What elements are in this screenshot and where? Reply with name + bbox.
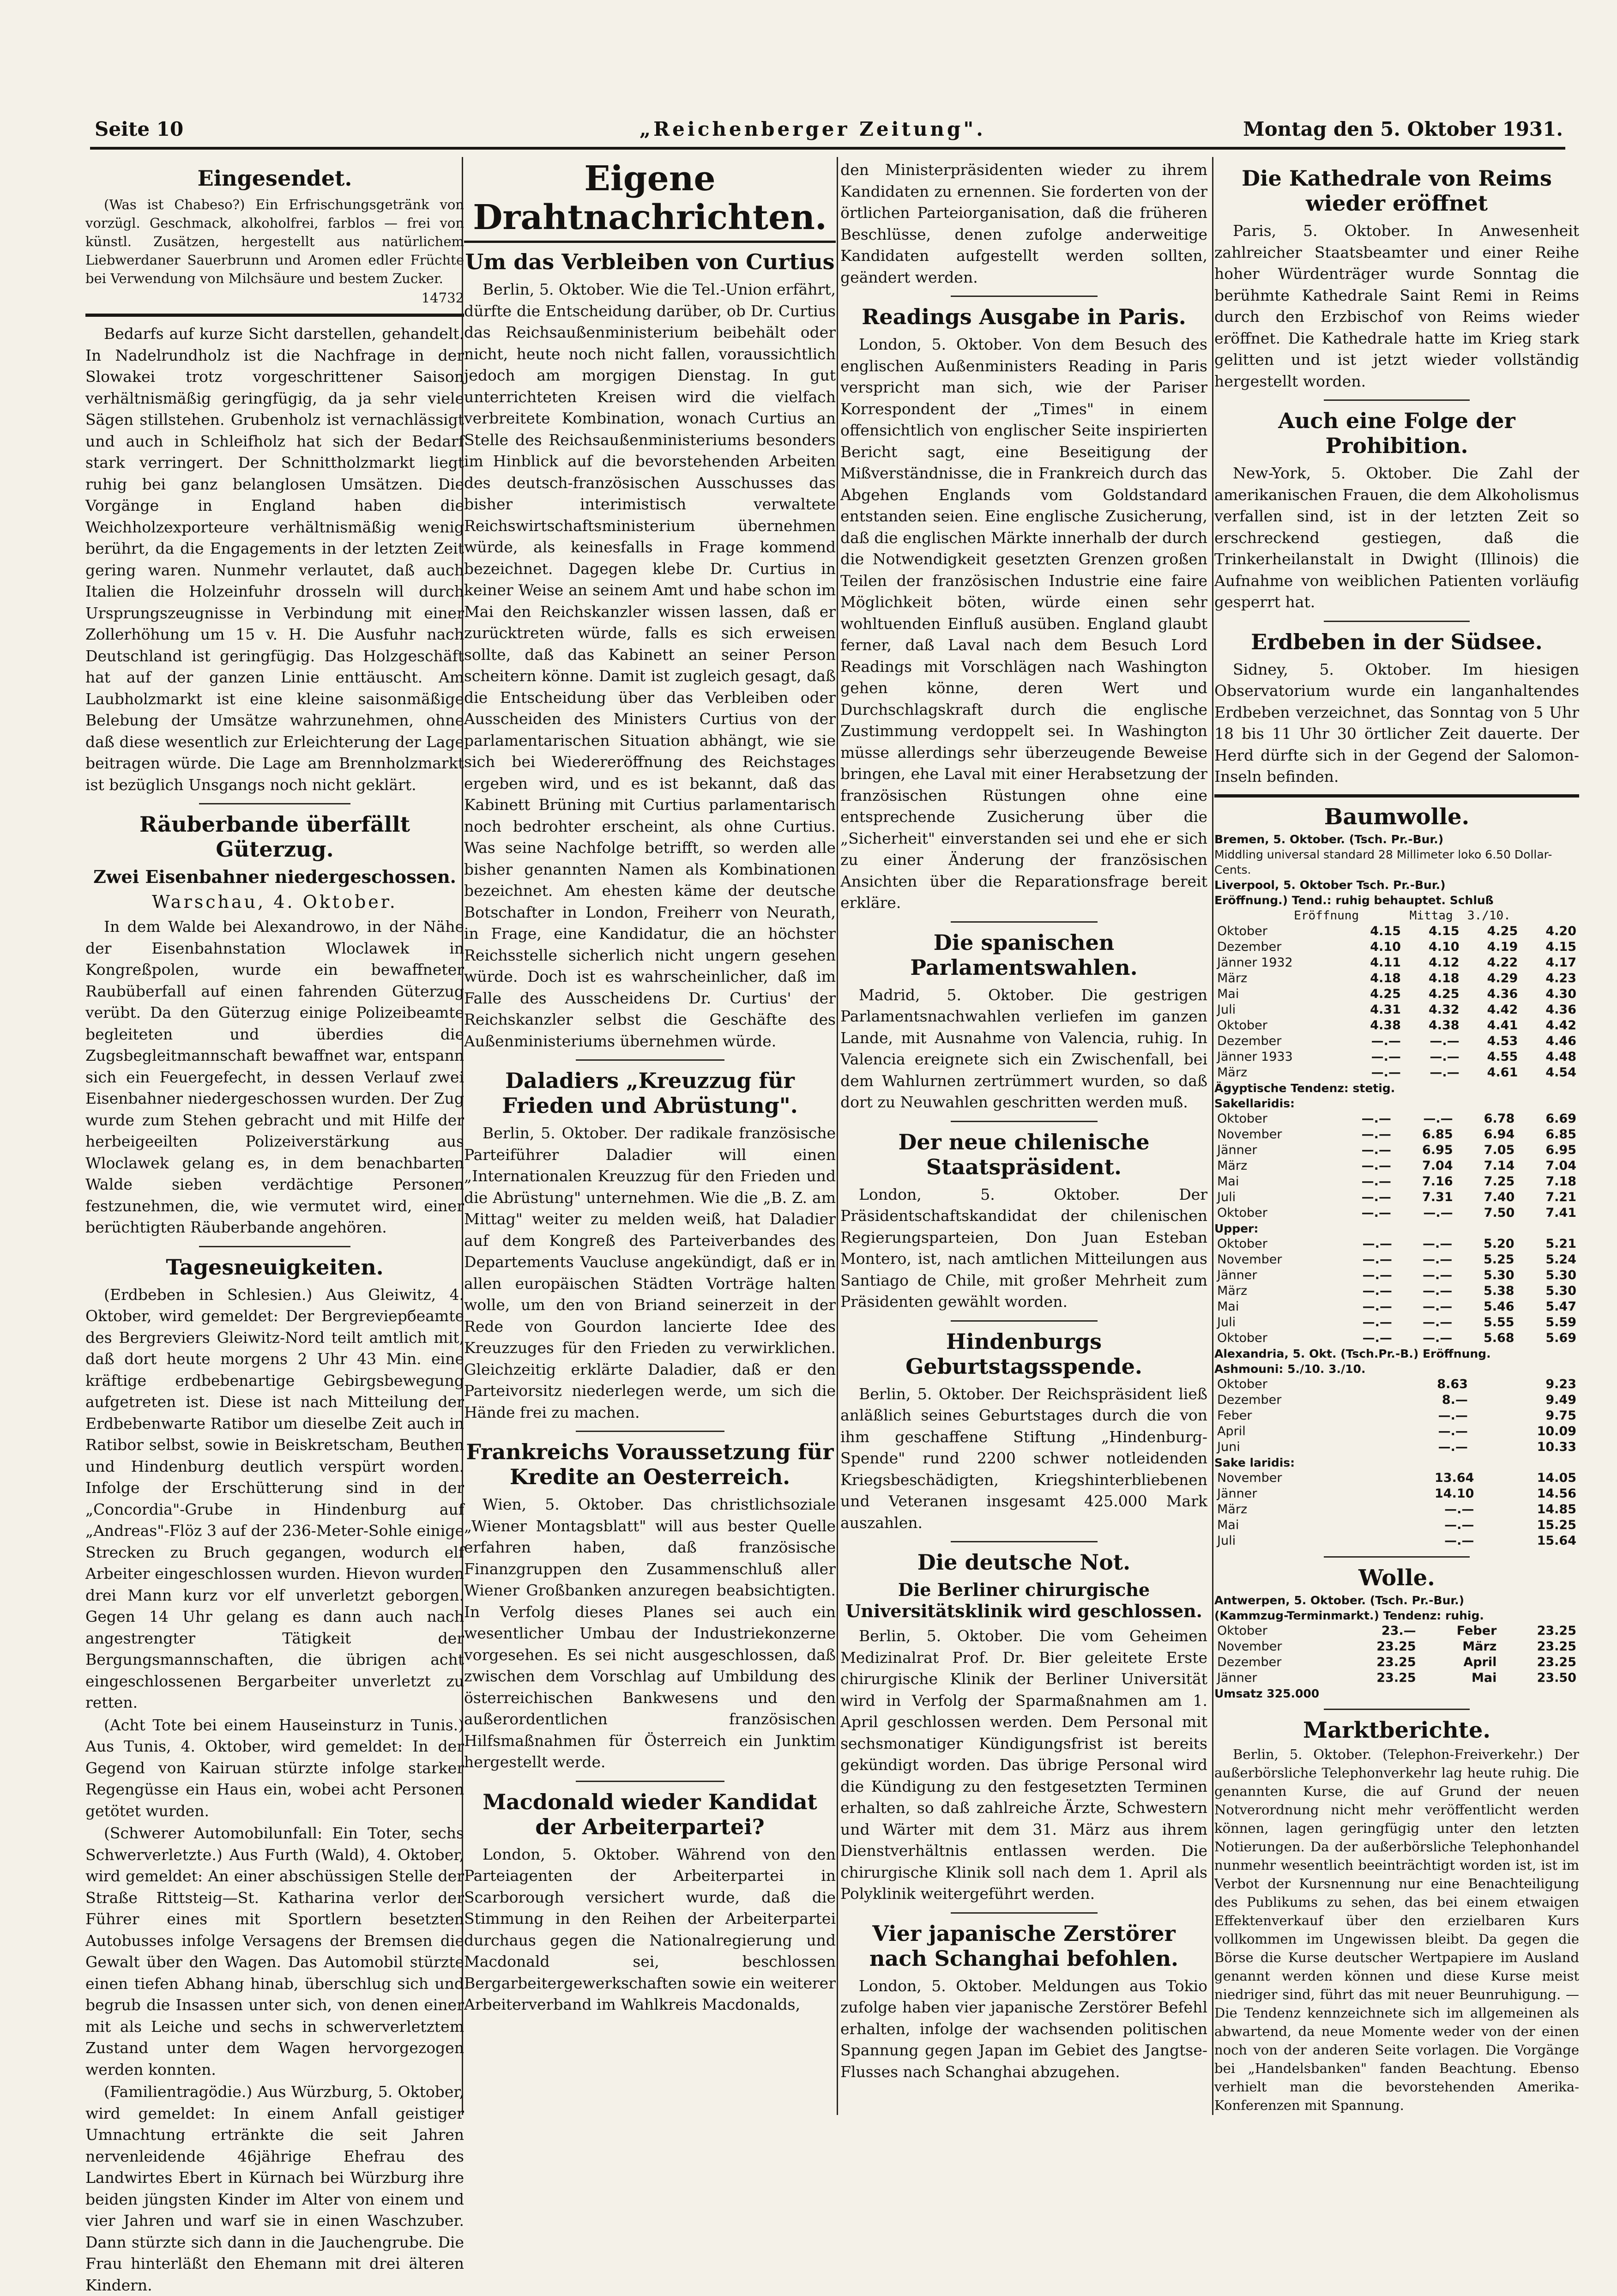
quote-row	[1214, 1283, 1579, 1299]
reims-text: Paris, 5. Oktober. In Anwesenheit zahlreicher Staatsbeamter und einer Reihe hoher Würdenträger wurde Sonntag die berühmte Kathedrale Saint Remi in Reims durch den Erzbischof von Reims wieder eröffnet. Die Kathedrale hatte im Krieg stark gelitten und ist jetzt wieder vollständig hergestellt worden.	[1214, 222, 1579, 390]
quote-value: 6.69	[1545, 1111, 1576, 1126]
tages-auto: (Schwerer Automobilunfall: Ein Toter, sechs Schwerverletzte.) Aus Furth (Wald), 4. Oktober, wird gemeldet: An einer abschüssigen Stelle der Straße Rittsteig—St. Katharina verlor der Führer eines mit Sportlern besetzten Autobusses infolge Versagens der Bremsen die Gewalt über den Wagen. Das Automobil stürzte einen tiefen Abhang hinab, überschlug sich und begrub die Insassen unter sich, von denen einer mit als Leiche und sechs in schwerverletztem Zustand unter dem Wagen hervorgezogen werden konnten.	[85, 1824, 464, 2078]
quote-row	[1214, 1033, 1579, 1049]
raeuber-subheading: Zwei Eisenbahner niedergeschossen.	[93, 866, 456, 887]
quote-row	[1214, 1424, 1579, 1439]
quote-value: 23.25	[1376, 1639, 1416, 1654]
quote-month: Dezember	[1217, 1392, 1282, 1407]
page-header	[95, 118, 1563, 141]
quote-value: —.—	[1362, 1236, 1392, 1251]
quote-value: 7.40	[1484, 1190, 1515, 1204]
prohibition-heading: Auch eine Folge der Prohibition.	[1278, 408, 1515, 458]
quote-value: 5.21	[1545, 1236, 1576, 1251]
quote-month: März	[1217, 1065, 1248, 1080]
divider	[951, 921, 1098, 923]
japan-text: London, 5. Oktober. Meldungen aus Tokio zufolge haben vier japanische Zerstörer Befehl erhalten, infolge der wachsenden politischen Spannung gegen Japan im Gebiet des Jangtse-Flusses nach Schanghai abzugehen.	[840, 1976, 1207, 2081]
quote-month: Dezember	[1217, 1033, 1282, 1048]
quote-row	[1214, 1142, 1579, 1158]
quote-month: Oktober	[1217, 1377, 1267, 1391]
quote-month: Oktober	[1217, 1111, 1267, 1126]
quote-value: 7.05	[1484, 1142, 1515, 1157]
quote-month: Dezember	[1217, 939, 1282, 954]
quote-month: Mai	[1217, 1174, 1239, 1189]
quote-value: 15.64	[1537, 1533, 1576, 1548]
drahtnachrichten-masthead: Eigene Drahtnachrichten.	[464, 159, 836, 243]
quote-value: 5.38	[1483, 1283, 1514, 1298]
quote-value: —.—	[1361, 1111, 1391, 1126]
holz-text: Bedarfs auf kurze Sicht darstellen, gehandelt. In Nadelrundholz ist die Nachfrage in der Slowakei trotz vorgeschrittener Saison verhältnismäßig geringfügig, da ja sehr viele Sägen stillstehen. Grubenholz ist vernachlässigt und auch in Schleifholz hat sich der Bedarf stark verringert. Der Schnittholzmarkt liegt ruhig bei ganz belanglosen Umsätzen. Die Vorgänge in England haben die Weichholzexporteure verhältnismäßig wenig berührt, da die Engagements in der letzten Zeit gering waren. Nunmehr verlautet, daß auch Italien die Holzeinfuhr drosseln will durch Ursprungszeugnisse in Verbindung mit einer Zollerhöhung um 15 v. H. Die Ausfuhr nach Deutschland ist geringfügig. Das Holzgeschäft hat auf der ganzen Linie enttäuscht. Am Laubholzmarkt ist eine kleine saisonmäßige Belebung der Umsätze wahrzunehmen, ohne daß diese wesentlich zur Erleichterung der Lage beitragen würde. Die Lage am Brennholzmarkt ist bezüglich Unsgangs noch nicht geklärt.	[85, 325, 464, 794]
quote-value: 4.29	[1487, 971, 1518, 985]
quote-value: 23.25	[1376, 1655, 1416, 1669]
quote-month: Mai	[1217, 1517, 1239, 1532]
column-4	[1214, 159, 1579, 2127]
quote-value: 4.10	[1370, 939, 1401, 954]
quote-month: November	[1217, 1470, 1282, 1485]
quote-row	[1214, 1639, 1579, 1655]
curtius-text: Berlin, 5. Oktober. Wie die Tel.-Union erfährt, dürfte die Entscheidung darüber, ob Dr. Curtius das Reichsaußenministerium beibehält oder nicht, heute noch nicht fallen, voraussichtlich jedoch am morgigen Dienstag. In gut unterrichteten Kreisen wird die vielfach verbreitete Kombination, wonach Curtius an Stelle des Reichsaußenministeriums besonders im Hinblick auf die bevorstehenden Arbeiten des deutsch-französischen Ausschusses das bisher interimistisch verwaltete Reichswirtschaftsministerium übernehmen würde, als keinesfalls in Frage kommend bezeichnet. Dagegen klebe Dr. Curtius in keiner Weise an seinem Amt und habe schon im Mai den Reichskanzler wissen lassen, daß er zurücktreten würde, falls es sich erweisen sollte, daß das Kabinett an seiner Person scheitern könne. Damit ist zugleich gesagt, daß die Entscheidung über das Verbleiben oder Ausscheiden des Ministers Curtius von der parlamentarischen Situation abhängt, wie sie sich bei Wiedereröffnung des Reichstages ergeben wird, und es ist bekannt, daß das Kabinett Brüning mit Curtius parlamentarisch noch bedrohter erscheint, als ohne Curtius. Was seine Nachfolge betrifft, so werden alle bisher genannten Namen als Kombinationen bezeichnet. Am ehesten käme der deutsche Botschafter in London, Freiherr von Neurath, in Frage, eine Kandidatur, die an höchster Reichsstelle sicherlich nicht ungern gesehen würde. Doch ist es wahrscheinlicher, daß im Falle des Ausscheidens Dr. Curtius' der Reichskanzler selbst die Geschäfte des Außenministeriums übernehmen würde.	[464, 280, 836, 1050]
issue-date: Montag den 5. Oktober 1931.	[1243, 118, 1563, 140]
quote-row	[1214, 1158, 1579, 1174]
quote-value: 23.—	[1381, 1623, 1416, 1638]
quote-value: 4.17	[1545, 955, 1576, 970]
quote-value: 7.41	[1545, 1205, 1576, 1220]
quote-value: 10.09	[1537, 1424, 1576, 1438]
quote-month: Mai	[1217, 1299, 1239, 1314]
quote-value: 23.25	[1537, 1639, 1576, 1654]
quote-value: 4.10	[1428, 939, 1460, 954]
quote-value: —.—	[1438, 1424, 1468, 1438]
divider	[1324, 1556, 1470, 1558]
quote-value: 15.25	[1537, 1517, 1576, 1532]
quote-value: 5.30	[1545, 1268, 1576, 1282]
wolle-quotes-table	[1214, 1623, 1579, 1686]
quote-row	[1214, 1236, 1579, 1252]
sake-header: Sake laridis:	[1214, 1456, 1295, 1469]
divider	[951, 1541, 1098, 1542]
quote-value: 7.04	[1422, 1158, 1453, 1173]
quote-value: —.—	[1422, 1315, 1453, 1329]
quote-value: 5.55	[1483, 1315, 1514, 1329]
quote-value: 6.85	[1422, 1127, 1453, 1142]
raeuber-dateline: Warschau, 4. Oktober.	[152, 892, 398, 912]
quote-month: Juli	[1217, 1533, 1236, 1548]
prohibition-text: New-York, 5. Oktober. Die Zahl der amerikanischen Frauen, die dem Alkoholismus verfallen sind, ist in der letzten Zeit so erschreckend gestiegen, daß die Trinkerheilanstalt in Dwight (Illinois) die Aufnahme von weiblichen Patienten vorläufig gesperrt hat.	[1214, 464, 1579, 611]
macdonald-heading: Macdonald wieder Kandidat der Arbeiterpartei?	[483, 1789, 817, 1839]
divider	[951, 1320, 1098, 1322]
newspaper-title: „Reichenberger Zeitung".	[640, 118, 986, 140]
quote-value: 5.59	[1545, 1315, 1576, 1329]
quote-value: 7.16	[1422, 1174, 1453, 1189]
quote-value: 9.49	[1545, 1392, 1576, 1407]
hindenburg-text: Berlin, 5. Oktober. Der Reichspräsident ließ anläßlich seines Geburtstages durch die von ihm geschaffene Stiftung „Hindenburg-Spende" rund 2200 schwer notleidenden Kriegsbeschädigten, Kriegshinterbliebenen und Veteranen insgesamt 425.000 Mark auszahlen.	[840, 1384, 1207, 1532]
chile-text: London, 5. Oktober. Der Präsidentschaftskandidat der chilenischen Regierungsparteien, Don Juan Esteban Montero, ist, nach amtlichen Mitteilungen aus Santiago de Chile, mit großer Mehrheit zum Präsidenten gewählt worden.	[840, 1185, 1207, 1311]
quote-row	[1214, 1670, 1579, 1686]
quote-value: April	[1463, 1655, 1497, 1669]
not-subheading: Die Berliner chirurgische Universitätsklinik wird geschlossen.	[845, 1579, 1202, 1621]
quote-value: 4.42	[1545, 1018, 1576, 1033]
quote-value: 4.11	[1370, 955, 1401, 970]
quote-row	[1214, 1065, 1579, 1081]
quote-value: —.—	[1422, 1283, 1453, 1298]
quote-value: 7.25	[1484, 1174, 1515, 1189]
quote-value: 7.04	[1545, 1158, 1576, 1173]
quote-month: Oktober	[1217, 1623, 1267, 1638]
quote-value: —.—	[1362, 1268, 1392, 1282]
quote-value: —.—	[1422, 1330, 1453, 1345]
quote-row	[1214, 1299, 1579, 1315]
reading-heading: Readings Ausgabe in Paris.	[862, 304, 1186, 329]
japan-heading: Vier japanische Zerstörer nach Schanghai befohlen.	[869, 1921, 1179, 1971]
quote-row	[1214, 1190, 1579, 1205]
quote-value: 4.36	[1545, 1002, 1576, 1017]
marktberichte-heading: Marktberichte.	[1303, 1717, 1491, 1743]
quote-value: 7.18	[1545, 1174, 1576, 1189]
quote-value: —.—	[1423, 1111, 1453, 1126]
quote-row	[1214, 986, 1579, 1002]
quote-value: 6.94	[1484, 1127, 1515, 1142]
not-heading: Die deutsche Not.	[917, 1550, 1131, 1575]
quote-row	[1214, 939, 1579, 955]
divider	[1324, 399, 1470, 401]
spanien-text: Madrid, 5. Oktober. Die gestrigen Parlamentsnachwahlen verliefen im ganzen Lande, mit Ausnahme von Valencia, ruhig. In Valencia ereignete sich ein Zwischenfall, bei dem Wahlurnen zertrümmert wurden, so daß dort zu Neuwahlen geschritten werden muß.	[840, 985, 1207, 1111]
quote-value: 6.95	[1422, 1142, 1453, 1157]
quote-value: 4.53	[1487, 1033, 1518, 1048]
liverpool-quotes-table	[1214, 924, 1579, 1081]
quote-month: Jänner	[1217, 1268, 1257, 1282]
suedsee-heading: Erdbeben in der Südsee.	[1251, 629, 1543, 654]
quote-month: Jänner	[1217, 1142, 1257, 1157]
quote-value: —.—	[1371, 1065, 1401, 1080]
quote-value: 4.32	[1428, 1002, 1460, 1017]
raeuber-text: In dem Walde bei Alexandrowo, in der Nähe der Eisenbahnstation Wloclawek in Kongreßpolen, wurde ein bewaffneter Raubüberfall auf einen fahrenden Güterzug verübt. Da den Güterzug einige Polizeibeamte begleiteten und überdies die Zugsbegleitmannschaft bewaffnet war, entspann sich ein Feuergefecht, in dessen Verlauf zwei Eisenbahner niedergeschossen wurden. Der Zug wurde zum Stehen gebracht und mit Hilfe der herbeigeeilten Polizeiverstärkung aus Wloclawek gelang es, in dem benachbarten Walde sieben verdächtige Personen festzunehmen, die, wie vermutet wird, einer berüchtigten Räuberbande angehören.	[85, 918, 464, 1236]
macdonald-continued: den Ministerpräsidenten wieder zu ihrem Kandidaten zu ernennen. Sie forderten von der örtlichen Parteiorganisation, daß die früheren Beschlüsse, denen zufolge anderweitige Kandidaten aufgestellt werden sollten, geändert werden.	[840, 161, 1207, 286]
quote-value: 4.30	[1545, 986, 1576, 1001]
quote-row	[1214, 971, 1579, 986]
quote-row	[1214, 1533, 1579, 1549]
quote-value: 4.48	[1545, 1049, 1576, 1064]
liverpool-line-2: Eröffnung.) Tend.: ruhig behauptet. Schluß	[1214, 893, 1494, 907]
column-2	[464, 159, 836, 2127]
egypt-header: Ägyptische Tendenz: stetig.	[1214, 1081, 1395, 1095]
quote-value: 23.50	[1537, 1670, 1576, 1685]
quote-month: November	[1217, 1252, 1282, 1267]
divider	[951, 296, 1098, 297]
quote-value: —.—	[1371, 1033, 1401, 1048]
tages-familie: (Familientragödie.) Aus Würzburg, 5. Oktober, wird gemeldet: In einem Anfall geistiger Umnachtung ertränkte die seit Jahren nervenleidende 46jährige Ehefrau des Landwirtes Ebert in Kürnach bei Würzburg ihre beiden jüngsten Kinder im Alter von einem und vier Jahren und warf sie in einen Waschzuber. Dann stürzte sich dann in die Jauchengrube. Die Frau hinterläßt den Ehemann mit drei älteren Kindern.	[85, 2083, 464, 2294]
quote-value: Feber	[1456, 1623, 1497, 1638]
quote-month: Jänner 1932	[1217, 955, 1293, 970]
quote-value: 4.31	[1370, 1002, 1401, 1017]
quote-value: —.—	[1444, 1502, 1474, 1517]
divider	[1324, 621, 1470, 622]
quote-row	[1214, 1315, 1579, 1330]
quote-row	[1214, 1439, 1579, 1455]
upper-header: Upper:	[1214, 1221, 1259, 1235]
tages-tunis: (Acht Tote bei einem Hauseinsturz in Tunis.) Aus Tunis, 4. Oktober, wird gemeldet: In der Gegend von Kairuan stürzte infolge starker Regengüsse ein Haus ein, wobei acht Personen getötet wurden.	[85, 1716, 464, 1820]
quote-value: —.—	[1438, 1439, 1468, 1454]
quote-value: 6.85	[1545, 1127, 1576, 1142]
quote-value: 5.46	[1483, 1299, 1514, 1314]
quote-month: Juli	[1217, 1190, 1236, 1204]
quote-value: —.—	[1362, 1299, 1392, 1314]
quote-row	[1214, 1127, 1579, 1142]
quote-month: Mai	[1217, 986, 1239, 1001]
quote-value: 8.63	[1437, 1377, 1468, 1391]
frankreich-heading: Frankreichs Voraussetzung für Kredite an Oesterreich.	[466, 1439, 834, 1489]
upper-quotes-table	[1214, 1236, 1579, 1346]
quote-row	[1214, 955, 1579, 971]
quote-value: 4.15	[1370, 924, 1401, 938]
quote-row	[1214, 1049, 1579, 1065]
column-divider	[1212, 157, 1213, 2115]
ashmouni-header: Ashmouni: 5./10. 3./10.	[1214, 1362, 1366, 1376]
eingesendet-text: (Was ist Chabeso?) Ein Erfrischungsgetränk von vorzügl. Geschmack, alkoholfrei, farblos — frei von künstl. Zusätzen, hergestellt aus natürlichem Liebwerdaner Sauerbrunn und Aromen edler Früchte bei Verwendung von Milchsäure und bestem Zucker.	[85, 197, 464, 286]
quote-row	[1214, 924, 1579, 939]
quote-value: 7.31	[1422, 1190, 1453, 1204]
quote-month: März	[1217, 1158, 1248, 1173]
quote-row	[1214, 1174, 1579, 1190]
quote-value: —.—	[1362, 1330, 1392, 1345]
column-3	[840, 159, 1207, 2127]
quote-value: 4.38	[1370, 1018, 1401, 1033]
bremen-text: Middling universal standard 28 Millimeter loko 6.50 Dollar-Cents.	[1214, 847, 1552, 876]
quote-value: 6.95	[1545, 1142, 1576, 1157]
header-rule	[90, 147, 1565, 150]
quote-value: 7.21	[1545, 1190, 1576, 1204]
divider	[1214, 794, 1579, 798]
quote-month: Oktober	[1217, 1205, 1267, 1220]
quote-value: 4.41	[1487, 1018, 1518, 1033]
quote-month: Feber	[1217, 1408, 1252, 1423]
quote-value: —.—	[1422, 1299, 1453, 1314]
quote-value: 4.18	[1428, 971, 1460, 985]
quote-value: 10.33	[1537, 1439, 1576, 1454]
quote-month: Jänner 1933	[1217, 1049, 1293, 1064]
divider	[576, 1059, 724, 1061]
quote-value: 8.—	[1442, 1392, 1468, 1407]
quote-value: 14.85	[1537, 1502, 1576, 1517]
quote-month: November	[1217, 1639, 1282, 1654]
divider	[85, 314, 464, 317]
divider	[576, 1431, 724, 1432]
quote-value: Mai	[1472, 1670, 1497, 1685]
quote-value: 4.55	[1487, 1049, 1518, 1064]
quote-row	[1214, 1018, 1579, 1033]
wolle-umsatz: Umsatz 325.000	[1214, 1686, 1320, 1700]
reading-text: London, 5. Oktober. Von dem Besuch des englischen Außenministers Reading in Paris verspricht man sich, wie der Pariser Korrespondent der „Times" in einem offensichtlich von englischer Seite inspirierten Bericht sagt, eine Beseitigung der Mißverständnisse, die in Frankreich durch das Abgehen Englands vom Goldstandard entstanden seien. Eine englische Zusicherung, daß die englischen Märkte innerhalb der durch die Notwendigkeit gesetzten Grenzen großen Teilen der französischen Industrie eine faire Möglichkeit böten, würde einen sehr wohltuenden Einfluß ausüben. England glaubt ferner, daß Laval nach dem Besuch Lord Readings mit Vorschlägen nach Washington gehen könne, deren Wert und Durchschlagskraft durch die englische Zustimmung verdoppelt sei. In Washington müsse allerdings sehr überzeugende Beweise bringen, ehe Laval mit einer Herabsetzung der französischen Rüstungen ohne eine entsprechende Zusicherung über die „Sicherheit" einverstanden sei und ehe er sich zu einer Änderung der französischen Ansichten über die Reparationsfrage bereit erkläre.	[840, 335, 1207, 912]
quote-value: —.—	[1422, 1268, 1453, 1282]
quote-row	[1214, 1502, 1579, 1517]
column-1	[85, 159, 464, 2294]
quote-value: 5.68	[1483, 1330, 1514, 1345]
quote-value: 4.25	[1487, 924, 1518, 938]
quote-value: 4.46	[1545, 1033, 1576, 1048]
quote-value: 4.38	[1428, 1018, 1460, 1033]
reims-heading: Die Kathedrale von Reims wieder eröffnet	[1242, 166, 1552, 216]
marktberichte-text: Berlin, 5. Oktober. (Telephon-Freiverkehr.) Der außerbörsliche Telephonverkehr lag heute ruhig. Die genannten Kurse, die auf Grund der neuen Notverordnung nicht mehr veröffentlicht werden können, lagen geringfügig unter den letzten Notierungen. Da der außerbörsliche Telephonhandel nunmehr wesentlich beeinträchtigt worden ist, ist im Verbot der Kursnennung nur eine Benachteiligung des Publikums zu sehen, das bei einem etwaigen Effektenverkauf über den erzielbaren Kurs vollkommen im Ungewissen bleibt. Da gegen die Börse die Kurse deutscher Wertpapiere im Ausland genannt werden können und diese Kurse meist niedriger sind, führt das mit neuer Beunruhigung. — Die Tendenz kennzeichnete sich im allgemeinen als abwartend, da neue Momente weder von der einen noch von der anderen Seite vorlagen. Die Vorgänge bei „Handelsbanken" fanden Beachtung. Ebenso verhielt man die bevorstehenden Amerika-Konferenzen mit Spannung.	[1214, 1746, 1579, 2113]
quote-value: 14.05	[1537, 1470, 1576, 1485]
quote-value: 4.20	[1545, 924, 1576, 938]
quote-month: Juli	[1217, 1002, 1236, 1017]
divider	[199, 803, 350, 804]
curtius-heading: Um das Verbleiben von Curtius	[465, 249, 835, 274]
quote-month: Jänner	[1217, 1670, 1257, 1685]
alexandria-line: Alexandria, 5. Okt. (Tsch.Pr.-B.) Eröffnung.	[1214, 1347, 1491, 1360]
quote-month: Oktober	[1217, 1018, 1267, 1033]
quote-row	[1214, 1408, 1579, 1424]
chile-heading: Der neue chilenische Staatspräsident.	[898, 1129, 1150, 1179]
quote-value: 4.42	[1487, 1002, 1518, 1017]
quote-month: Oktober	[1217, 924, 1267, 938]
quote-value: 9.75	[1545, 1408, 1576, 1423]
column-divider	[837, 157, 838, 2115]
quote-value: 9.23	[1545, 1377, 1576, 1391]
quote-month: November	[1217, 1127, 1282, 1142]
hindenburg-heading: Hindenburgs Geburtstagsspende.	[905, 1329, 1142, 1379]
page-number: Seite 10	[95, 118, 184, 140]
quote-value: 4.18	[1370, 971, 1401, 985]
quote-value: —.—	[1423, 1205, 1453, 1220]
daladier-text: Berlin, 5. Oktober. Der radikale französische Parteiführer Daladier will einen „Internationalen Kreuzzug für den Frieden und die Abrüstung" unternehmen. Wie die „B. Z. am Mittag" weiter zu melden weiß, hat Daladier auf dem Kongreß des Parteiverbandes des Departements Vaucluse angekündigt, daß er in allen europäischen Städten Vorträge halten wolle, um den von Briand seinerzeit in der Rede von Gourdon lancierte Idee des Kreuzzuges für den Frieden zu verwirklichen. Gleichzeitig erklärte Daladier, daß er den Parteivorsitz niederlegen werde, um sich die Hände frei zu machen.	[464, 1124, 836, 1421]
quote-value: 5.25	[1483, 1252, 1514, 1267]
quote-row	[1214, 1470, 1579, 1486]
quote-value: —.—	[1422, 1236, 1453, 1251]
quote-month: März	[1217, 1502, 1248, 1517]
baumwolle-heading: Baumwolle.	[1324, 804, 1470, 830]
divider	[951, 1121, 1098, 1122]
quote-value: 5.47	[1545, 1299, 1576, 1314]
quote-row	[1214, 1252, 1579, 1268]
quote-value: 14.56	[1537, 1486, 1576, 1501]
raeuber-heading: Räuberbande überfällt Güterzug.	[139, 812, 410, 862]
quote-value: —.—	[1444, 1533, 1474, 1548]
not-text: Berlin, 5. Oktober. Die vom Geheimen Medizinalrat Prof. Dr. Bier geleitete Erste chirurgische Klinik der Berliner Universität wird in Verfolg der Sparmaßnahmen am 1. April geschlossen werden. Dem Personal mit sechsmonatiger Kündigungsfrist ist bereits gekündigt worden. Das übrige Personal wird die Kündigung zu den festgesetzten Terminen erhalten, so daß zahlreiche Ärzte, Schwestern und Wärter mit dem 31. März aus ihrem Dienstverhältnis entlassen werden. Die chirurgische Klinik soll nach dem 1. April als Polyklinik weitergeführt werden.	[840, 1627, 1207, 1903]
quote-value: 4.19	[1487, 939, 1518, 954]
quote-value: —.—	[1361, 1205, 1391, 1220]
quote-value: 4.15	[1545, 939, 1576, 954]
eingesendet-number: 14732	[421, 290, 464, 306]
quote-month: Oktober	[1217, 1236, 1267, 1251]
quote-value: 5.69	[1545, 1330, 1576, 1345]
quote-row	[1214, 1002, 1579, 1018]
quote-row	[1214, 1486, 1579, 1502]
quote-value: —.—	[1362, 1283, 1392, 1298]
quote-month: Juni	[1217, 1439, 1240, 1454]
divider	[951, 1912, 1098, 1914]
quote-value: —.—	[1444, 1517, 1474, 1532]
quote-value: 4.15	[1428, 924, 1460, 938]
quote-value: 23.25	[1537, 1623, 1576, 1638]
quote-value: —.—	[1371, 1049, 1401, 1064]
quote-value: 6.78	[1484, 1111, 1515, 1126]
quote-row	[1214, 1111, 1579, 1127]
quote-value: 4.61	[1487, 1065, 1518, 1080]
quote-row	[1214, 1655, 1579, 1670]
quote-value: 7.50	[1484, 1205, 1515, 1220]
quote-value: 4.54	[1545, 1065, 1576, 1080]
quote-row	[1214, 1517, 1579, 1533]
quote-value: März	[1462, 1639, 1497, 1654]
quote-value: —.—	[1438, 1408, 1468, 1423]
quote-value: —.—	[1430, 1049, 1460, 1064]
sake-quotes-table	[1214, 1470, 1579, 1549]
quote-month: Juli	[1217, 1315, 1236, 1329]
quote-value: —.—	[1361, 1190, 1391, 1204]
quote-month: Dezember	[1217, 1655, 1282, 1669]
quote-value: 13.64	[1435, 1470, 1474, 1485]
antwerpen-line: Antwerpen, 5. Oktober. (Tsch. Pr.-Bur.)	[1214, 1593, 1465, 1607]
quote-value: —.—	[1362, 1315, 1392, 1329]
quote-value: —.—	[1361, 1174, 1391, 1189]
quote-value: 4.12	[1428, 955, 1460, 970]
quote-row	[1214, 1623, 1579, 1639]
quote-value: 4.22	[1487, 955, 1518, 970]
liverpool-line-3: Eröffnung Mittag 3./10.	[1214, 908, 1511, 923]
macdonald-text: London, 5. Oktober. Während von den Parteiagenten der Arbeiterpartei in Scarborough versichert wurde, daß die Stimmung in den Reihen der Arbeiterpartei durchaus gegen die Nationalregierung und Macdonald sei, beschlossen Bergarbeitergewerkschaften sowie ein weiterer Arbeiterverband im Wahlkreis Macdonalds,	[464, 1845, 836, 2013]
wolle-heading: Wolle.	[1358, 1565, 1435, 1591]
divider	[576, 1781, 724, 1782]
quote-value: —.—	[1361, 1127, 1391, 1142]
divider	[1324, 1709, 1470, 1710]
quote-row	[1214, 1205, 1579, 1221]
bremen-line: Bremen, 5. Oktober. (Tsch. Pr.-Bur.)	[1214, 832, 1444, 846]
quote-value: —.—	[1361, 1158, 1391, 1173]
quote-value: —.—	[1361, 1142, 1391, 1157]
quote-value: —.—	[1422, 1252, 1453, 1267]
tages-erdbeben: (Erdbeben in Schlesien.) Aus Gleiwitz, 4. Oktober, wird gemeldet: Der Bergreviербeamte des Bergreviers Gleiwitz-Nord teilt amtlich mit, daß dort heute morgens 2 Uhr 43 Min. eine kräftige erdbebenartige Gebirgsbewegung aufgetreten ist. Diese ist nach Mitteilung der Erdbebenwarte Ratibor um dieselbe Zeit auch in Ratibor selbst, sowie in Beiskretscham, Beuthen und Hindenburg deutlich verspürt worden. Infolge der Erschütterung sind in der „Concordia"-Grube in Hindenburg auf „Andreas"-Flöz 3 auf der 236-Meter-Sohle einige Strecken zu Bruch gegangen, wodurch elf Arbeiter eingeschlossen wurden. Hievon wurden drei Mann kurz vor elf unverletzt geborgen. Gegen 14 Uhr gelang es dann auch nach angestrengter Tätigkeit der Bergungsmannschaften, die übrigen acht eingeschlossenen Bergarbeiter unverletzt zu retten.	[85, 1285, 464, 1711]
quote-value: —.—	[1362, 1252, 1392, 1267]
quote-value: —.—	[1430, 1065, 1460, 1080]
quote-row	[1214, 1330, 1579, 1346]
quote-value: 7.14	[1484, 1158, 1515, 1173]
frankreich-text: Wien, 5. Oktober. Das christlichsoziale „Wiener Montagsblatt" will aus bester Quelle erfahren haben, daß französische Finanzgruppen den Zusammenschluß aller Wiener Großbanken anzuregen beabsichtigten. In Verfolg dieses Planes sei auch ein wesentlicher Umbau der Industriekonzerne vorgesehen. Es sei nicht ausgeschlossen, daß zwischen dem Vorschlag auf Umbildung des österreichischen Bankwesens und den außerordentlichen französischen Hilfsmaßnahmen für Österreich ein Junktim hergestellt werde.	[464, 1495, 836, 1771]
spanien-heading: Die spanischen Parlamentswahlen.	[910, 930, 1138, 980]
quote-month: März	[1217, 971, 1248, 985]
daladier-heading: Daladiers „Kreuzzug für Frieden und Abrüstung".	[502, 1068, 798, 1118]
quote-value: 4.25	[1370, 986, 1401, 1001]
quote-row	[1214, 1377, 1579, 1392]
quote-month: Oktober	[1217, 1330, 1267, 1345]
quote-row	[1214, 1268, 1579, 1283]
quote-value: 23.25	[1537, 1655, 1576, 1669]
tages-heading: Tagesneuigkeiten.	[166, 1254, 384, 1280]
eingesendet-heading: Eingesendet.	[197, 166, 352, 191]
quote-value: —.—	[1430, 1033, 1460, 1048]
divider	[199, 1246, 350, 1247]
liverpool-line: Liverpool, 5. Oktober Tsch. Pr.-Bur.)	[1214, 878, 1446, 892]
quote-value: 5.30	[1483, 1268, 1514, 1282]
quote-month: April	[1217, 1424, 1246, 1438]
quote-value: 4.25	[1428, 986, 1460, 1001]
quote-month: März	[1217, 1283, 1248, 1298]
quote-value: 4.36	[1487, 986, 1518, 1001]
quote-value: 5.24	[1545, 1252, 1576, 1267]
quote-value: 14.10	[1435, 1486, 1474, 1501]
sakellaridis-quotes-table	[1214, 1111, 1579, 1221]
quote-value: 5.30	[1545, 1283, 1576, 1298]
sakellaridis-header: Sakellaridis:	[1214, 1096, 1295, 1110]
ashmouni-quotes-table	[1214, 1377, 1579, 1455]
quote-value: 4.23	[1545, 971, 1576, 985]
quote-row	[1214, 1392, 1579, 1408]
quote-value: 23.25	[1376, 1670, 1416, 1685]
quote-value: 5.20	[1483, 1236, 1514, 1251]
suedsee-text: Sidney, 5. Oktober. Im hiesigen Observatorium wurde ein langanhaltendes Erdbeben verzeichnet, das Sonntag von 5 Uhr 18 bis 11 Uhr 30 örtlicher Zeit dauerte. Der Herd dürfte sich in der Gegend der Salomon-Inseln befinden.	[1214, 660, 1579, 785]
quote-month: Jänner	[1217, 1486, 1257, 1501]
antwerpen-line-2: (Kammzug-Terminmarkt.) Tendenz: ruhig.	[1214, 1608, 1484, 1622]
